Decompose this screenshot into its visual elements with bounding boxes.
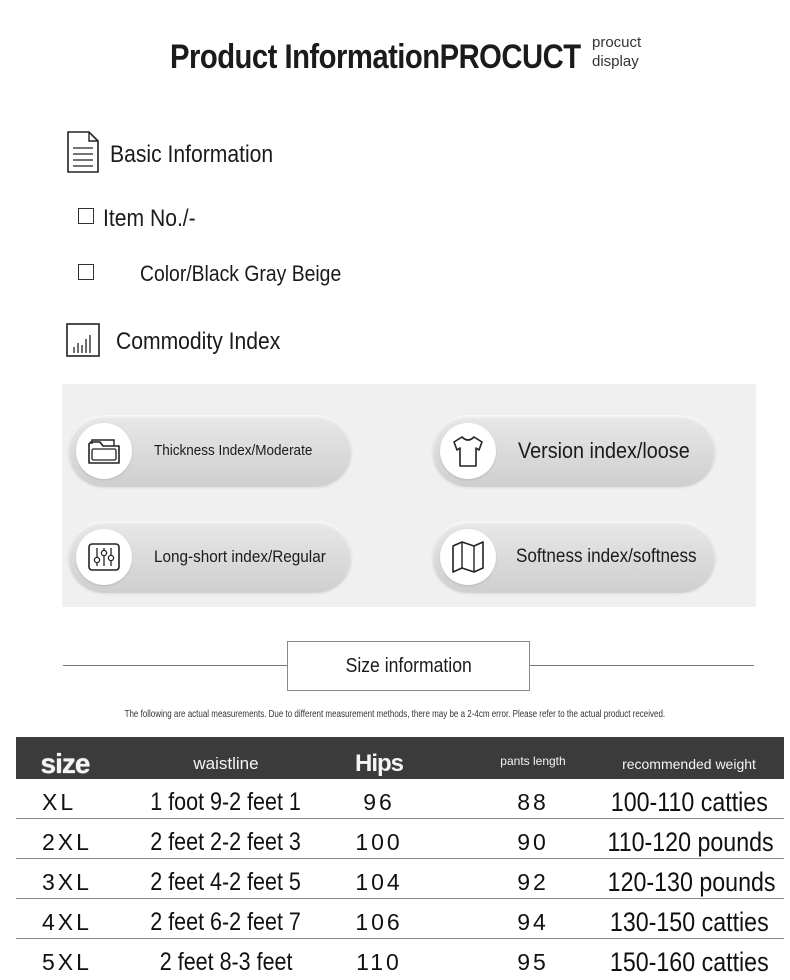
square-bullet-icon	[78, 208, 94, 224]
cell-size: 4XL	[42, 909, 92, 935]
cell-pants-length: 88	[517, 789, 549, 815]
cell-weight	[594, 779, 784, 819]
table-row	[16, 779, 784, 819]
cell-pants-length: 90	[517, 829, 549, 855]
cell-waistline-text: 2 feet 2-2 feet 3	[150, 828, 302, 856]
table-header	[16, 737, 784, 779]
softness-icon-disc	[440, 529, 496, 585]
cell-waistline	[126, 899, 326, 939]
size-table	[16, 737, 784, 980]
cell-waistline	[126, 939, 326, 979]
size-information-label: Size information	[345, 655, 472, 677]
cell-size: XL	[42, 789, 77, 815]
header-pants-length: pants length	[500, 754, 566, 768]
cell-weight	[594, 899, 784, 939]
size-information-title	[287, 641, 530, 691]
cell-weight	[594, 939, 784, 979]
cell-hips: 106	[355, 909, 403, 935]
length-icon-disc	[76, 529, 132, 585]
page-title: Product InformationPROCUCT	[170, 38, 581, 76]
cell-pants-length: 95	[517, 949, 549, 975]
cell-hips: 96	[363, 789, 395, 815]
header-size: size	[40, 748, 90, 779]
cell-weight-text: 150-160 catties	[609, 947, 769, 977]
basic-information-heading: Basic Information	[110, 141, 274, 168]
measurement-note	[0, 709, 790, 720]
cell-waistline-text: 2 feet 6-2 feet 7	[150, 908, 302, 936]
header-waistline: waistline	[193, 754, 259, 773]
thickness-icon-disc	[76, 423, 132, 479]
thickness-index-label: Thickness Index/Moderate	[154, 442, 313, 459]
cell-hips: 100	[355, 829, 403, 855]
cell-weight-text: 100-110 catties	[610, 787, 768, 817]
table-row	[16, 819, 784, 859]
divider-left	[63, 665, 288, 666]
cell-waistline	[126, 819, 326, 859]
bar-chart-icon	[66, 323, 100, 357]
cell-size: 5XL	[42, 949, 92, 975]
table-row	[16, 939, 784, 979]
header-recommended-weight: recommended weight	[622, 756, 756, 772]
cell-size: 3XL	[42, 869, 92, 895]
page-subtitle: procuct display	[592, 34, 642, 70]
document-icon	[67, 131, 99, 173]
length-index-pill	[68, 521, 352, 593]
cell-weight	[594, 819, 784, 859]
cell-weight-text: 110-120 pounds	[607, 827, 774, 857]
softness-index-pill	[432, 521, 716, 593]
version-index-label: Version index/loose	[518, 438, 690, 463]
cell-waistline-text: 1 foot 9-2 feet 1	[150, 788, 302, 816]
cell-waistline-text: 2 feet 8-3 feet	[159, 948, 293, 976]
cell-pants-length: 92	[517, 869, 549, 895]
sliders-icon	[86, 539, 122, 575]
thickness-index-pill	[68, 415, 352, 487]
folder-icon	[86, 433, 122, 469]
cell-weight-text: 120-130 pounds	[607, 867, 776, 897]
item-number: Item No./-	[103, 205, 196, 232]
cell-weight-text: 130-150 catties	[609, 907, 769, 937]
cell-hips: 110	[356, 949, 402, 975]
tshirt-icon	[450, 433, 486, 469]
square-bullet-icon	[78, 264, 94, 280]
commodity-index-panel	[62, 384, 756, 607]
measurement-note-text: The following are actual measurements. Due to different measurement methods, there may be a 2-4cm error. Please refer to the actual product received.	[124, 709, 666, 720]
cell-weight	[594, 859, 784, 899]
folded-map-icon	[450, 539, 486, 575]
length-index-label: Long-short index/Regular	[154, 547, 326, 566]
table-row	[16, 899, 784, 939]
color-options: Color/Black Gray Beige	[140, 261, 342, 286]
commodity-index-heading: Commodity Index	[116, 328, 281, 355]
header-hips: Hips	[354, 750, 403, 777]
version-index-pill	[432, 415, 716, 487]
cell-size: 2XL	[42, 829, 92, 855]
cell-waistline-text: 2 feet 4-2 feet 5	[150, 868, 302, 896]
divider-right	[529, 665, 754, 666]
cell-pants-length: 94	[517, 909, 549, 935]
cell-hips: 104	[355, 869, 403, 895]
softness-index-label: Softness index/softness	[516, 546, 697, 567]
table-row	[16, 859, 784, 899]
version-icon-disc	[440, 423, 496, 479]
cell-waistline	[126, 859, 326, 899]
cell-waistline	[126, 779, 326, 819]
